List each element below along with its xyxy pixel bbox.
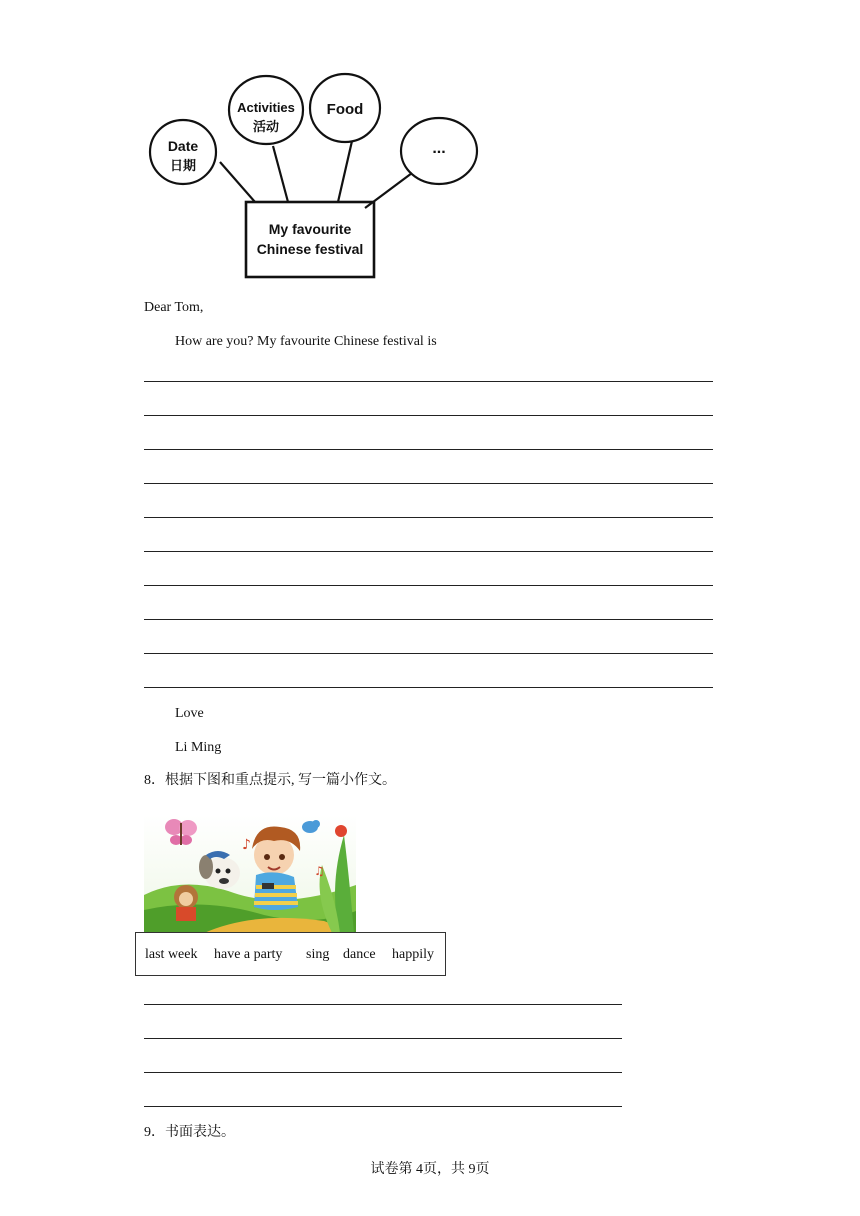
mindmap-node-activities-zh: 活动 xyxy=(252,119,280,134)
letter-signature: Li Ming xyxy=(175,740,222,755)
keyword: dance xyxy=(343,947,376,962)
mindmap-node-date-en: Date xyxy=(167,138,199,154)
svg-text:♫: ♫ xyxy=(314,864,325,878)
writing-line[interactable] xyxy=(144,1106,622,1107)
question-9-prompt: 9．书面表达。 xyxy=(144,1125,235,1140)
keyword: have a party xyxy=(214,947,283,962)
writing-line[interactable] xyxy=(144,1072,622,1073)
writing-line[interactable] xyxy=(144,381,713,382)
writing-line[interactable] xyxy=(144,619,713,620)
keyword: happily xyxy=(392,947,434,962)
mindmap-node-more: ... xyxy=(432,140,446,157)
party-illustration xyxy=(144,815,356,933)
writing-line[interactable] xyxy=(144,517,713,518)
keyword: last week xyxy=(145,947,198,962)
letter-greeting: Dear Tom, xyxy=(144,300,204,315)
mindmap-node-food: Food xyxy=(326,101,364,118)
mindmap-node-activities-en: Activities xyxy=(237,100,295,115)
mindmap-center-line2: Chinese festival xyxy=(256,241,364,257)
svg-text:♪: ♪ xyxy=(242,837,251,853)
writing-line[interactable] xyxy=(144,449,713,450)
keyword: sing xyxy=(306,947,330,962)
letter-opening: How are you? My favourite Chinese festival is xyxy=(175,334,437,349)
page-footer: 试卷第 4页，共 9页 xyxy=(370,1162,490,1177)
writing-line[interactable] xyxy=(144,1004,622,1005)
writing-line[interactable] xyxy=(144,415,713,416)
mind-map-diagram xyxy=(140,65,500,285)
writing-line[interactable] xyxy=(144,653,713,654)
keyword-box xyxy=(135,932,446,976)
mindmap-center-line1: My favourite xyxy=(268,221,352,237)
mindmap-node-date-zh: 日期 xyxy=(169,158,197,173)
writing-line[interactable] xyxy=(144,585,713,586)
writing-line[interactable] xyxy=(144,687,713,688)
question-8-prompt: 8．根据下图和重点提示, 写一篇小作文。 xyxy=(144,773,396,788)
letter-closing: Love xyxy=(175,706,204,721)
writing-line[interactable] xyxy=(144,1038,622,1039)
writing-line[interactable] xyxy=(144,483,713,484)
writing-line[interactable] xyxy=(144,551,713,552)
